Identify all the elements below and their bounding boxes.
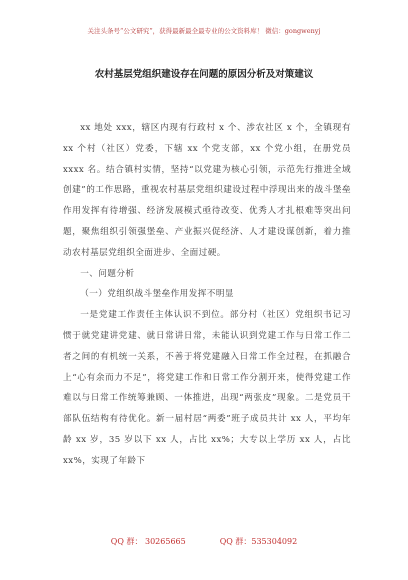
header-note: 关注头条号“公文研究”，获得最新最全最专业的公文资料库！ 微信：gongwenyj [87, 27, 321, 35]
section-heading: 一、问题分析 [80, 268, 135, 279]
document-body [63, 118, 351, 472]
footer-contacts [0, 536, 408, 547]
intro-paragraph: xx 地处 xxx，辖区内现有行政村 x 个、涉农社区 x 个，全镇现有 xx 个村（社区）党委，下辖 xx 个党支部，xx 个党小组，在册党员 xxxx 名。结合镇村实情，坚持“以党建为核心引领，示范先行推进全域创建”的工作思路，重视农村基层党组织建设过程中浮现出来的战斗堡垒作用发挥有待增强、经济发展模式亟待改变、优秀人才扎根难等突出问题，聚焦组织引领强堡垒、产业振兴促经济、人才建设谋创新，着力推动农村基层党组织全面进步、全面过硬。 [63, 123, 351, 258]
subsection-heading: （一）党组织战斗堡垒作用发挥不明显 [80, 289, 234, 300]
footer-qq-group-2: QQ 群：535304092 [219, 537, 298, 546]
footer-qq-group-1: QQ 群： 30265665 [110, 537, 186, 546]
page-title: 农村基层党组织建设存在问题的原因分析及对策建议 [94, 69, 314, 80]
body-paragraph: 一是党建工作责任主体认识不到位。部分村（社区）党组织书记习惯于就党建讲党建、就日常讲日常，未能认识到党建工作与日常工作二者之间的有机统一关系，不善于将党建融入日常工作全过程，在抓融合上“心有余而力不足”，将党建工作和日常工作分割开来，使得党建工作难以与日常工作统筹兼顾、一体推进，出现“两张皮”现象。二是党员干部队伍结构有待优化。新一届村居“两委”班子成员共计 xx 人，平均年龄 xx 岁，35 岁以下 xx 人，占比 xx%；大专以上学历 xx 人，占比 xx%，实现了年龄下 [63, 310, 351, 466]
